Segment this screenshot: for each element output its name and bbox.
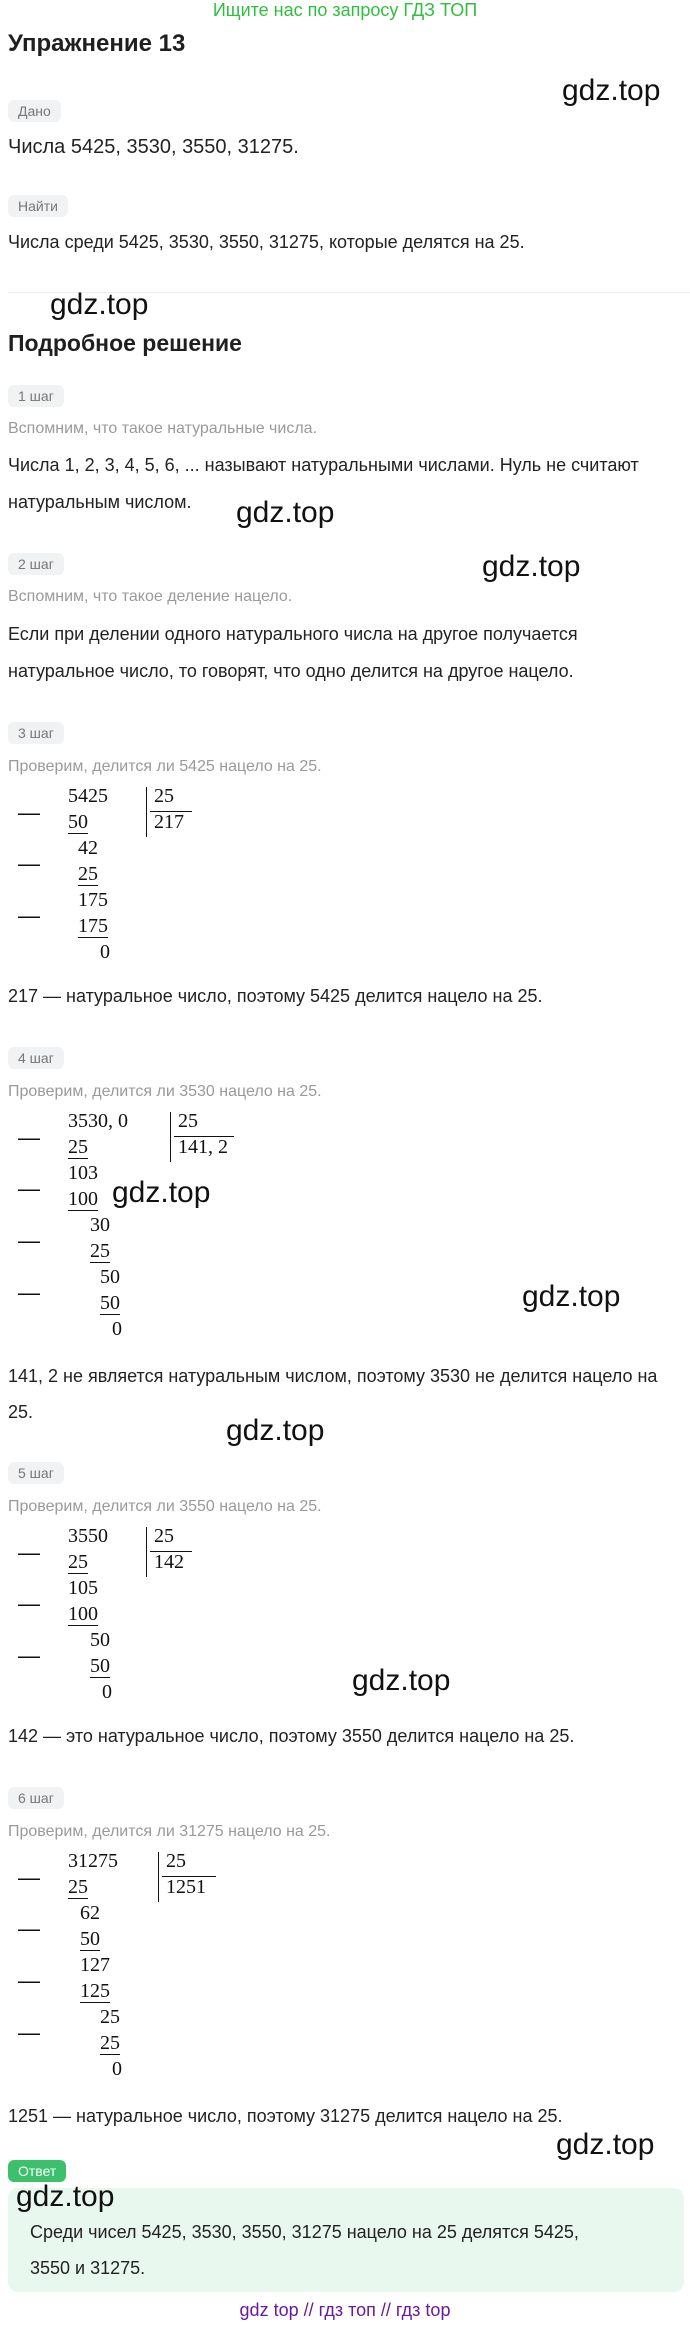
minus-sign: — [18,851,40,876]
answer-line2: 3550 и 31275. [30,2258,146,2278]
watermark: gdz.top [112,1176,211,1209]
divisor: 25 [154,1525,174,1547]
long-division-3530 [8,1110,268,1345]
step-3-hint: Проверим, делится ли 5425 нацело на 25. [8,758,322,775]
minus-sign: — [18,1643,40,1668]
step-4-label: 4 шаг [8,1047,64,1069]
partial: 42 [78,837,98,859]
step-5-conclusion: 142 — это натуральное число, поэтому 3550 делится нацело на 25. [8,1726,575,1746]
partial: 25 [100,2006,120,2028]
partial: 50 [90,1655,110,1677]
partial: 25 [68,1876,88,1898]
minus-sign: — [18,1968,40,1993]
partial: 100 [68,1603,98,1625]
divisor: 25 [166,1850,186,1872]
long-division-3550 [8,1525,248,1705]
remainder: 0 [100,941,110,963]
step-1-hint: Вспомним, что такое натуральные числа. [8,420,318,437]
partial: 105 [68,1577,98,1599]
minus-sign: — [18,2020,40,2045]
minus-sign: — [18,903,40,928]
step-5-hint: Проверим, делится ли 3550 нацело на 25. [8,1498,322,1515]
step-1-line1: Числа 1, 2, 3, 4, 5, 6, ... называют натуральными числами. Нуль не считают [8,455,639,475]
answer-line1: Среди чисел 5425, 3530, 3550, 31275 нацело на 25 делятся 5425, [30,2222,579,2242]
partial: 25 [78,863,98,885]
partial: 25 [90,1240,110,1262]
step-4-conclusion-2: 25. [8,1402,34,1422]
footer-links[interactable]: gdz top // гдз топ // гдз top [239,2300,451,2320]
quotient: 141, 2 [178,1136,228,1158]
dividend: 31275 [68,1850,118,1872]
partial: 175 [78,889,108,911]
step-4-conclusion-1: 141, 2 не является натуральным числом, поэтому 3530 не делится нацело на [8,1366,658,1386]
minus-sign: — [18,1228,40,1253]
partial: 50 [90,1629,110,1651]
dividend: 5425 [68,785,108,807]
find-text: Числа среди 5425, 3530, 3550, 31275, которые делятся на 25. [8,232,525,252]
partial: 103 [68,1162,98,1184]
given-label: Дано [8,100,61,122]
watermark: gdz.top [522,1280,621,1313]
partial: 25 [100,2032,120,2054]
quotient: 1251 [166,1876,206,1898]
partial: 100 [68,1188,98,1210]
watermark: gdz.top [50,288,149,321]
minus-sign: — [18,1591,40,1616]
partial: 175 [78,915,108,937]
partial: 25 [68,1136,88,1158]
partial: 25 [68,1551,88,1573]
step-5-label: 5 шаг [8,1462,64,1484]
minus-sign: — [18,1916,40,1941]
partial: 50 [80,1928,100,1950]
division-bar [146,787,147,837]
long-division-31275 [8,1850,268,2085]
partial: 127 [80,1954,110,1976]
watermark: gdz.top [556,2128,655,2161]
step-4-hint: Проверим, делится ли 3530 нацело на 25. [8,1083,322,1100]
minus-sign: — [18,1280,40,1305]
partial: 50 [68,811,88,833]
minus-sign: — [18,800,40,825]
quotient: 217 [154,811,184,833]
given-text: Числа 5425, 3530, 3550, 31275. [8,136,299,158]
watermark: gdz.top [226,1414,325,1447]
minus-sign: — [18,1125,40,1150]
division-bar [146,1527,147,1577]
search-banner: Ищите нас по запросу ГДЗ ТОП [212,0,478,20]
remainder: 0 [102,1681,112,1703]
remainder: 0 [112,2058,122,2080]
division-bar [158,1852,159,1902]
step-6-hint: Проверим, делится ли 31275 нацело на 25. [8,1823,331,1840]
step-6-conclusion: 1251 — натуральное число, поэтому 31275 делится нацело на 25. [8,2106,563,2126]
watermark: gdz.top [16,2180,115,2213]
dividend: 3530, 0 [68,1110,128,1132]
long-division-5425 [8,785,248,965]
minus-sign: — [18,1540,40,1565]
find-label: Найти [8,195,68,217]
step-1-line2: натуральным числом. [8,492,192,512]
division-bar [170,1112,171,1162]
partial: 50 [100,1292,120,1314]
solution-title: Подробное решение [8,330,242,356]
step-2-hint: Вспомним, что такое деление нацело. [8,588,293,605]
dividend: 3550 [68,1525,108,1547]
watermark: gdz.top [352,1664,451,1697]
partial: 50 [100,1266,120,1288]
divisor: 25 [178,1110,198,1132]
partial: 62 [80,1902,100,1924]
partial: 125 [80,1980,110,2002]
remainder: 0 [112,1318,122,1340]
partial: 30 [90,1214,110,1236]
watermark: gdz.top [482,550,581,583]
page-title: Упражнение 13 [8,30,186,57]
step-2-line2: натуральное число, то говорят, что одно делится на другое нацело. [8,661,574,681]
step-1-label: 1 шаг [8,385,64,407]
answer-label: Ответ [8,2160,66,2182]
divisor: 25 [154,785,174,807]
step-6-label: 6 шаг [8,1787,64,1809]
step-2-label: 2 шаг [8,553,64,575]
step-2-line1: Если при делении одного натурального числа на другое получается [8,624,578,644]
watermark: gdz.top [236,496,335,529]
quotient: 142 [154,1551,184,1573]
minus-sign: — [18,1865,40,1890]
watermark: gdz.top [562,74,661,107]
minus-sign: — [18,1176,40,1201]
step-3-label: 3 шаг [8,722,64,744]
step-3-conclusion: 217 — натуральное число, поэтому 5425 делится нацело на 25. [8,986,543,1006]
